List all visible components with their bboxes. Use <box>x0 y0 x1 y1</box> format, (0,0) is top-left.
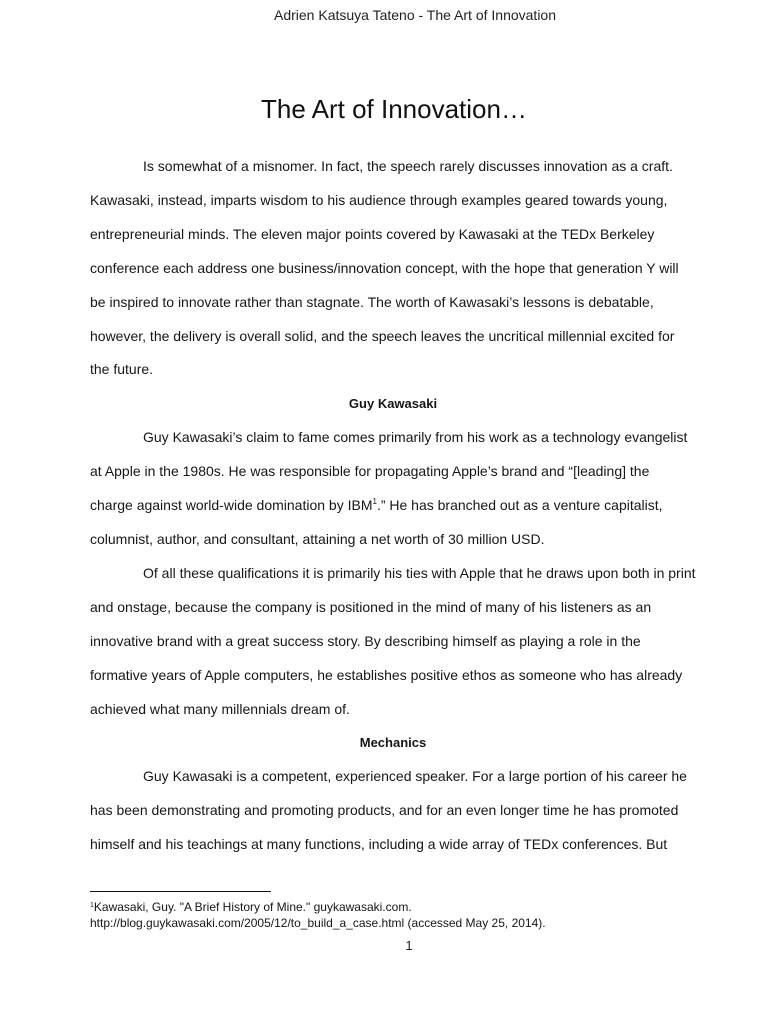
footnote <box>90 899 696 931</box>
guy-p1-text-after-ref: .” He has branched out as a venture capitalist, columnist, author, and consultant, attaining a net worth of 30 million USD. <box>90 497 663 547</box>
document-title: The Art of Innovation… <box>261 94 527 124</box>
footnote-reference: 1 <box>372 497 377 507</box>
section-heading-guy-kawasaki: Guy Kawasaki <box>348 396 438 412</box>
footnote-line-1 <box>90 899 696 915</box>
page-number: 1 <box>405 938 413 953</box>
footnote-citation: Kawasaki, Guy. "A Brief History of Mine." guykawasaki.com. <box>93 900 412 914</box>
guy-kawasaki-paragraph-1 <box>90 421 696 557</box>
footnote-marker: 1 <box>90 902 94 909</box>
running-header: Adrien Katsuya Tateno - The Art of Innovation <box>274 7 556 23</box>
document-body <box>90 150 696 862</box>
intro-paragraph: Is somewhat of a misnomer. In fact, the speech rarely discusses innovation as a craft. Kawasaki, instead, imparts wisdom to his audience through examples geared towards young, entrepreneurial minds. The eleven major points covered by Kawasaki at the TEDx Berkeley conference each address one business/innovation concept, with the hope that generation Y will be inspired to innovate rather than stagnate. The worth of Kawasaki’s lessons is debatable, however, the delivery is overall solid, and the speech leaves the uncritical millennial excited for the future. <box>90 158 679 378</box>
footnote-line-2: http://blog.guykawasaki.com/2005/12/to_build_a_case.html (accessed May 25, 2014). <box>90 916 546 930</box>
mechanics-paragraph-1: Guy Kawasaki is a competent, experienced speaker. For a large portion of his career he has been demonstrating and promoting products, and for an even longer time he has promoted himself and his teachings at many functions, including a wide array of TEDx conferences. But <box>90 768 687 853</box>
guy-p1-text-before-ref: Guy Kawasaki’s claim to fame comes primarily from his work as a technology evangelist at Apple in the 1980s. He was responsible for propagating Apple’s brand and “[leading] the charge against world-wide domination by IBM <box>90 429 688 514</box>
section-heading-mechanics: Mechanics <box>359 735 427 751</box>
guy-kawasaki-paragraph-2: Of all these qualifications it is primarily his ties with Apple that he draws upon both in print and onstage, because the company is positioned in the mind of many of his listeners as an innovative brand with a great success story. By describing himself as playing a role in the formative years of Apple computers, he establishes positive ethos as someone who has already achieved what many millennials dream of. <box>90 564 696 717</box>
footnote-separator <box>90 891 271 892</box>
